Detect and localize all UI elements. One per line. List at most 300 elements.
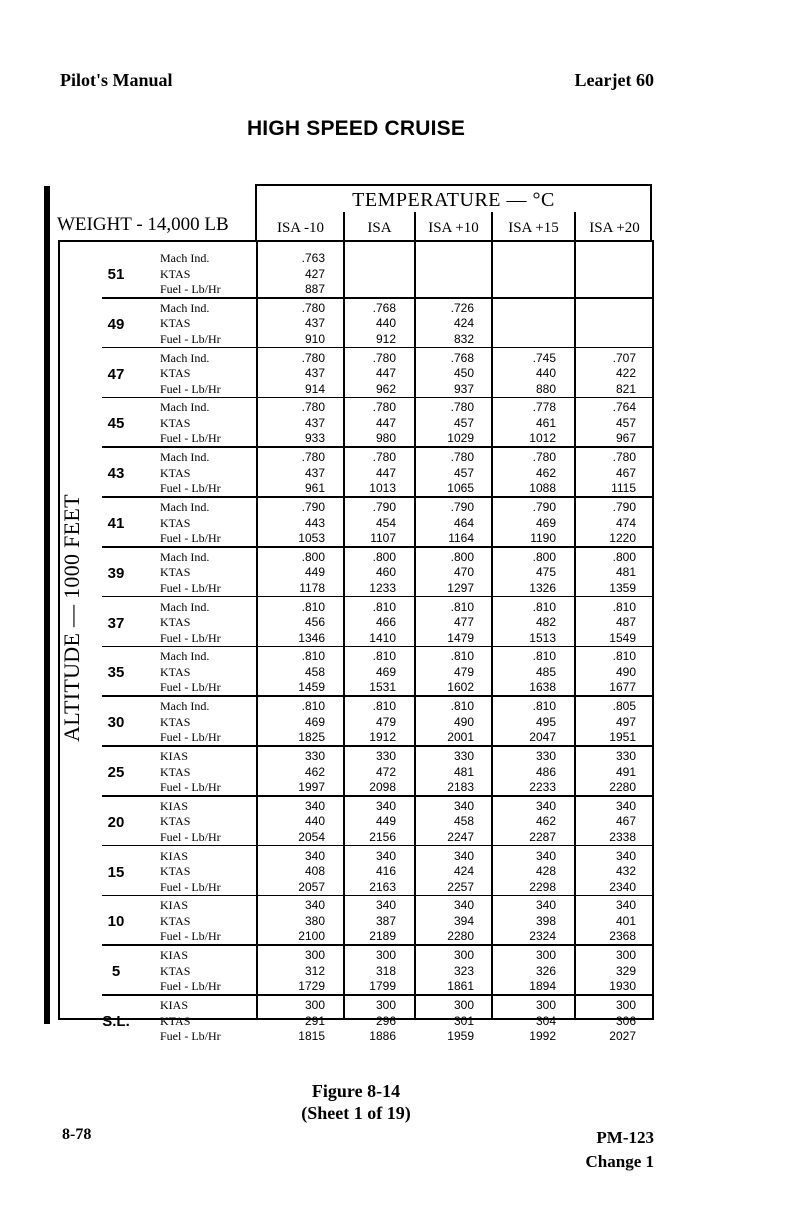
table-cell: 2156 [369,829,396,844]
table-cell: 1959 [447,1029,474,1043]
table-cell: .800 [450,549,474,564]
parameter-label: Fuel - Lb/Hr [160,929,221,944]
table-cell: 467 [615,814,636,829]
table-cell: 427 [304,266,325,281]
table-cell: 330 [375,749,396,763]
table-cell: 1297 [447,580,474,595]
table-cell: .707 [612,350,636,365]
table-cell: 340 [304,798,325,813]
column-header-isa-plus-20: ISA +20 [589,220,640,236]
table-cell: 487 [615,615,636,630]
table-cell: 464 [453,515,474,530]
table-cell: 340 [453,898,474,913]
table-cell: 458 [304,664,325,679]
table-cell: 910 [304,331,325,346]
table-cell: 330 [535,749,556,763]
table-cell: .800 [372,549,396,564]
table-cell: 2247 [447,829,474,844]
table-cell: 304 [535,1013,556,1028]
table-cell: .780 [301,400,325,415]
table-cell: 469 [375,664,396,679]
parameter-label: Fuel - Lb/Hr [160,879,221,894]
table-cell: .810 [532,699,556,714]
table-cell: 1013 [369,481,396,496]
table-cell: 2287 [529,829,556,844]
table-cell: 475 [535,565,556,580]
table-cell: 967 [615,431,636,446]
table-cell: 1513 [529,630,556,645]
row-separator [102,546,654,548]
table-cell: 1029 [447,431,474,446]
header-manual-title: Pilot's Manual [60,70,173,90]
altitude-value: 45 [107,415,125,433]
table-cell: .810 [301,599,325,614]
table-cell: .810 [612,599,636,614]
table-cell: 469 [304,714,325,729]
table-cell: .780 [612,450,636,465]
page-number: 8-78 [62,1126,92,1143]
table-cell: 300 [615,948,636,963]
table-cell: 300 [535,948,556,963]
table-cell: .805 [612,699,636,714]
table-cell: 880 [535,381,556,396]
altitude-axis-label: ALTITUDE — 1000 FEET [59,494,84,742]
table-cell: 457 [615,415,636,430]
altitude-value: 41 [107,515,125,532]
table-cell: .810 [372,699,396,714]
row-separator [102,496,654,498]
table-cell: 432 [615,864,636,879]
altitude-value: 5 [111,963,121,981]
parameter-label: Fuel - Lb/Hr [160,331,221,346]
table-cell: 301 [453,1013,474,1028]
table-cell: .778 [532,400,556,415]
table-cell: 2054 [298,829,325,844]
table-cell: .768 [450,350,474,365]
table-cell: 1326 [529,580,556,595]
document-number: PM-123 [596,1128,654,1147]
parameter-label: KIAS [160,798,189,813]
table-cell: 962 [375,381,396,396]
parameter-label: KTAS [160,1013,191,1028]
table-cell: 1677 [609,680,636,695]
table-cell: 914 [304,381,325,396]
table-cell: 460 [375,565,396,580]
table-cell: .726 [450,300,474,315]
table-cell: 2163 [369,879,396,894]
table-cell: 490 [615,664,636,679]
row-separator [102,596,654,598]
table-cell: 440 [535,366,556,381]
row-separator [102,845,654,847]
table-cell: 300 [375,998,396,1012]
table-cell: .790 [372,500,396,514]
table-cell: 1531 [369,680,396,695]
parameter-label: KTAS [160,764,191,779]
table-cell: .810 [450,599,474,614]
table-cell: 481 [453,764,474,779]
table-cell: 2338 [609,829,636,844]
table-cell: 2189 [369,929,396,944]
table-cell: 479 [453,664,474,679]
parameter-label: Fuel - Lb/Hr [160,1029,221,1043]
table-cell: 330 [453,749,474,763]
row-separator [102,646,654,648]
column-header-isa-minus-10: ISA -10 [276,220,325,236]
table-cell: 329 [615,963,636,978]
parameter-label: KIAS [160,998,189,1012]
table-cell: .780 [450,450,474,465]
table-cell: 447 [375,465,396,480]
table-cell: 340 [375,798,396,813]
table-cell: .810 [301,649,325,664]
table-cell: 422 [615,366,636,381]
parameter-label: Mach Ind. [160,500,210,514]
row-separator [102,397,654,399]
parameter-label: Fuel - Lb/Hr [160,282,221,296]
table-cell: 394 [453,913,474,928]
table-cell: 437 [304,465,325,480]
row-separator [102,895,654,897]
table-cell: 440 [375,316,396,331]
table-cell: 2001 [447,730,474,745]
parameter-label: Mach Ind. [160,599,210,614]
table-cell: 416 [375,864,396,879]
altitude-value: 39 [107,564,125,582]
table-cell: 440 [304,814,325,829]
table-cell: 1930 [609,979,636,994]
table-cell: .800 [532,549,556,564]
table-cell: 479 [375,714,396,729]
figure-number: Figure 8-14 [311,1081,401,1101]
table-cell: 937 [453,381,474,396]
table-cell: .810 [372,599,396,614]
parameter-label: KIAS [160,948,189,963]
table-cell: 462 [304,764,325,779]
table-cell: 457 [453,415,474,430]
table-cell: 449 [375,814,396,829]
table-cell: .810 [450,699,474,714]
parameter-label: KTAS [160,465,191,480]
table-cell: 340 [453,848,474,863]
table-cell: 1065 [447,481,474,496]
parameter-label: KTAS [160,913,191,928]
table-cell: 300 [453,998,474,1012]
table-cell: .810 [532,599,556,614]
table-cell: 401 [615,913,636,928]
parameter-label: KTAS [160,714,191,729]
table-cell: 306 [615,1013,636,1028]
parameter-label: Fuel - Lb/Hr [160,829,221,844]
parameter-label: Mach Ind. [160,350,210,365]
table-cell: .810 [532,649,556,664]
table-cell: 2257 [447,879,474,894]
table-cell: 458 [453,814,474,829]
table-cell: 1912 [369,730,396,745]
table-cell: 424 [453,316,474,331]
table-cell: .810 [612,649,636,664]
table-cell: 2324 [529,929,556,944]
table-cell: 1164 [448,531,474,545]
table-cell: 300 [375,948,396,963]
column-header-isa: ISA [367,220,392,236]
table-cell: 1233 [369,580,396,595]
altitude-value: 30 [107,714,125,732]
table-cell: 474 [615,515,636,530]
table-cell: 449 [304,565,325,580]
table-cell: 447 [375,415,396,430]
table-cell: 424 [453,864,474,879]
row-separator [102,446,654,448]
table-cell: 340 [535,798,556,813]
table-cell: .790 [532,500,556,514]
parameter-label: Fuel - Lb/Hr [160,680,221,695]
table-cell: 457 [453,465,474,480]
table-cell: .780 [301,450,325,465]
table-cell: 462 [535,465,556,480]
table-cell: 1220 [609,531,636,545]
table-cell: 472 [375,764,396,779]
table-cell: 318 [375,963,396,978]
table-cell: .810 [301,699,325,714]
table-cell: .768 [372,300,396,315]
table-cell: 2233 [529,780,556,794]
table-cell: 2100 [298,929,325,944]
parameter-label: Fuel - Lb/Hr [160,531,221,545]
table-cell: 832 [453,331,474,346]
parameter-label: Fuel - Lb/Hr [160,431,221,446]
table-cell: 340 [615,848,636,863]
row-separator [102,347,654,349]
table-cell: 340 [453,798,474,813]
table-cell: 481 [615,565,636,580]
table-cell: 437 [304,366,325,381]
altitude-value: 35 [107,664,125,682]
parameter-label: KTAS [160,664,191,679]
parameter-label: KIAS [160,749,189,763]
table-cell: 330 [304,749,325,763]
table-cell: 326 [535,963,556,978]
table-cell: 1815 [298,1029,325,1043]
table-cell: 454 [375,515,396,530]
row-separator [102,795,654,797]
table-cell: 296 [375,1013,396,1028]
table-cell: .780 [532,450,556,465]
parameter-label: Mach Ind. [160,300,210,315]
table-cell: 340 [535,898,556,913]
table-cell: 1861 [447,979,474,994]
table-cell: .780 [301,350,325,365]
table-cell: 300 [453,948,474,963]
altitude-value: 25 [107,764,125,781]
temperature-header [255,184,652,240]
table-cell: 477 [453,615,474,630]
table-cell: 2027 [609,1029,636,1043]
parameter-label: Fuel - Lb/Hr [160,630,221,645]
row-separator [102,297,654,299]
row-separator [102,745,654,747]
table-cell: 1178 [299,580,325,595]
table-cell: 1346 [298,630,325,645]
table-cell: 447 [375,366,396,381]
table-cell: 340 [615,798,636,813]
parameter-label: Fuel - Lb/Hr [160,481,221,496]
table-cell: 461 [535,415,556,430]
table-cell: .763 [301,251,325,265]
table-cell: 2280 [609,780,636,794]
column-header-isa-plus-10: ISA +10 [428,220,479,236]
table-cell: 291 [304,1013,325,1028]
table-cell: 821 [615,381,636,396]
altitude-value: 49 [107,315,125,333]
parameter-label: KTAS [160,814,191,829]
table-cell: 466 [375,615,396,630]
table-cell: 300 [535,998,556,1012]
table-cell: 428 [535,864,556,879]
table-cell: 1894 [529,979,556,994]
altitude-value: 51 [107,266,125,283]
table-cell: 1459 [298,680,325,695]
table-cell: 912 [375,331,396,346]
parameter-label: Fuel - Lb/Hr [160,780,221,794]
parameter-label: KTAS [160,615,191,630]
parameter-label: KIAS [160,898,189,913]
altitude-value: 47 [107,365,125,383]
altitude-value: 43 [107,465,125,483]
table-cell: .780 [372,450,396,465]
table-cell: 469 [535,515,556,530]
parameter-label: KTAS [160,266,191,281]
table-cell: 1107 [370,531,396,545]
table-cell: 2047 [529,730,556,745]
row-separator [102,994,654,996]
table-cell: 437 [304,415,325,430]
parameter-label: Mach Ind. [160,450,210,465]
table-cell: 491 [615,764,636,779]
table-cell: 933 [304,431,325,446]
table-cell: 2368 [609,929,636,944]
table-cell: 2057 [298,879,325,894]
parameter-label: KTAS [160,316,191,331]
table-cell: 1992 [529,1029,556,1043]
table-cell: 2340 [609,879,636,894]
change-number: Change 1 [585,1152,654,1171]
parameter-label: KIAS [160,848,189,863]
row-separator [102,695,654,697]
parameter-label: KTAS [160,515,191,530]
table-cell: 887 [304,282,325,296]
table-cell: 1549 [609,630,636,645]
table-cell: 467 [615,465,636,480]
table-cell: 380 [304,913,325,928]
document-id [586,1126,654,1174]
parameter-label: Mach Ind. [160,400,210,415]
table-cell: 1410 [369,630,396,645]
table-cell: 387 [375,913,396,928]
parameter-label: Mach Ind. [160,649,210,664]
table-cell: 470 [453,565,474,580]
parameter-label: KTAS [160,366,191,381]
altitude-value: 20 [107,813,125,831]
parameter-label: Fuel - Lb/Hr [160,979,221,994]
table-cell: 2183 [447,780,474,794]
table-cell: 482 [535,615,556,630]
parameter-label: KTAS [160,415,191,430]
table-cell: 1602 [447,680,474,695]
table-cell: 2280 [447,929,474,944]
table-cell: 340 [535,848,556,863]
table-cell: 1115 [611,481,636,496]
altitude-value: 37 [107,614,125,632]
table-cell: 462 [535,814,556,829]
temperature-title: TEMPERATURE — °C [352,189,555,211]
altitude-value: S.L. [102,1013,130,1030]
parameter-label: Mach Ind. [160,699,210,714]
table-cell: .780 [450,400,474,415]
table-cell: 1825 [298,730,325,745]
row-separator [102,944,654,946]
table-cell: 340 [375,848,396,863]
table-cell: 1190 [530,531,556,545]
table-cell: 323 [453,963,474,978]
table-cell: 1997 [298,780,325,794]
table-cell: 1886 [369,1029,396,1043]
table-cell: 2098 [369,780,396,794]
figure-caption [0,1080,712,1124]
table-cell: 300 [615,998,636,1012]
altitude-value: 15 [107,863,125,881]
table-cell: .745 [532,350,556,365]
page-title: HIGH SPEED CRUISE [246,117,466,140]
table-cell: 1088 [529,481,556,496]
table-cell: 408 [304,864,325,879]
table-cell: 1951 [609,730,636,745]
table-cell: 340 [304,848,325,863]
table-cell: .810 [450,649,474,664]
table-cell: .780 [372,400,396,415]
table-cell: 485 [535,664,556,679]
parameter-label: KTAS [160,963,191,978]
parameter-label: Mach Ind. [160,251,210,265]
table-cell: 340 [375,898,396,913]
column-header-isa-plus-15: ISA +15 [508,220,559,236]
table-cell: 980 [375,431,396,446]
table-cell: 312 [304,963,325,978]
table-cell: 1799 [369,979,396,994]
table-cell: .810 [372,649,396,664]
table-cell: 1012 [529,431,556,446]
parameter-label: Mach Ind. [160,549,210,564]
table-cell: 1053 [298,531,325,545]
parameter-label: KTAS [160,864,191,879]
table-cell: 497 [615,714,636,729]
table-cell: 1479 [447,630,474,645]
weight-label: WEIGHT - 14,000 LB [57,214,229,235]
table-cell: 495 [535,714,556,729]
table-cell: .764 [612,400,636,415]
table-cell: 443 [304,515,325,530]
table-cell: 437 [304,316,325,331]
table-cell: 340 [615,898,636,913]
altitude-value: 10 [107,913,125,931]
table-cell: 450 [453,366,474,381]
table-cell: 330 [615,749,636,763]
parameter-label: Fuel - Lb/Hr [160,381,221,396]
figure-sheet: (Sheet 1 of 19) [301,1103,411,1123]
table-cell: 1638 [529,680,556,695]
table-cell: 2298 [529,879,556,894]
table-cell: 1729 [298,979,325,994]
